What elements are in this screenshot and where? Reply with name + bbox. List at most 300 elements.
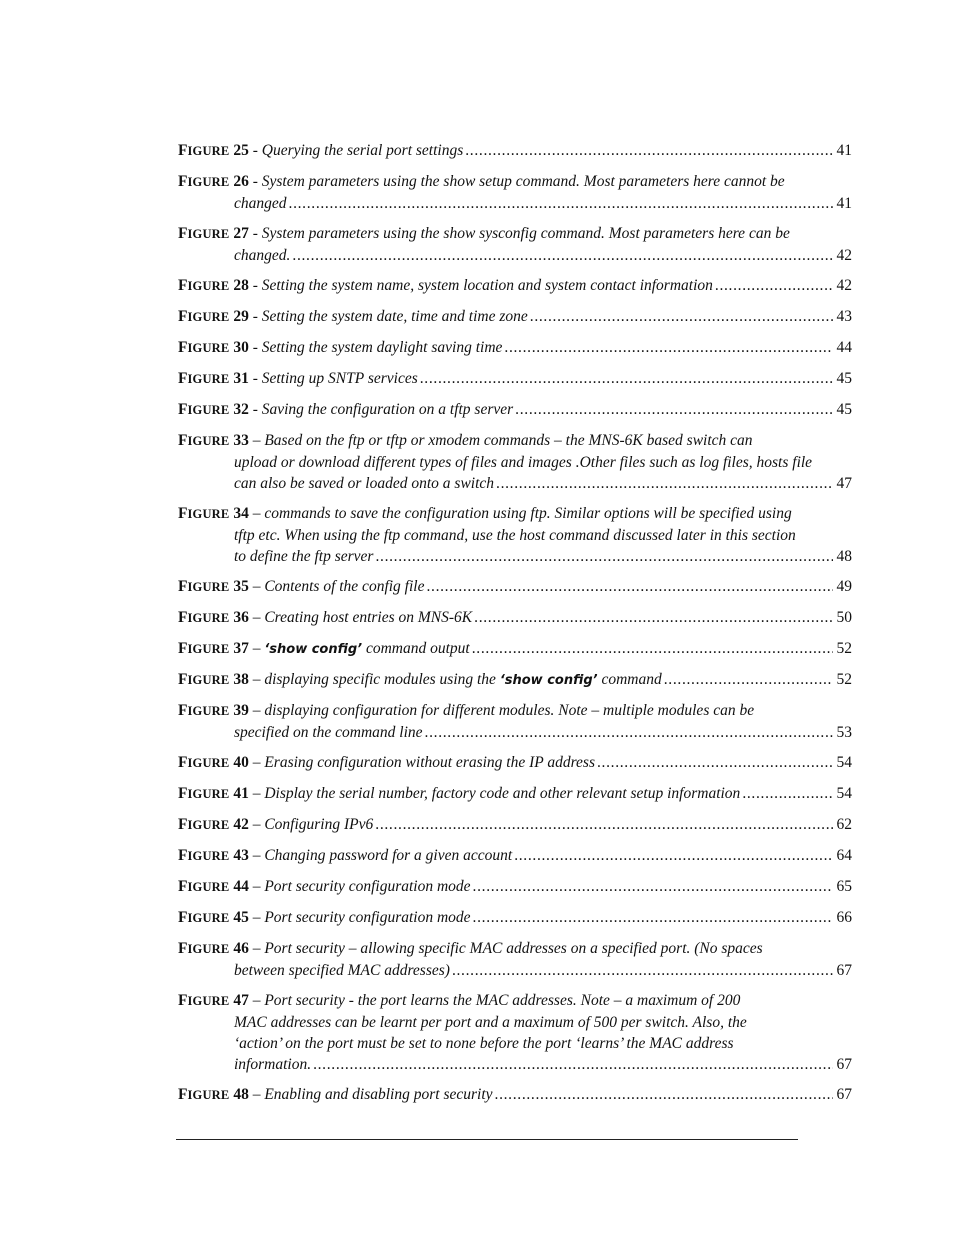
page-number: 54 [836, 754, 852, 771]
entry-text [178, 669, 662, 691]
figure-word-initial: F [178, 173, 188, 190]
figure-word-rest: IGURE [187, 818, 230, 832]
figure-word-initial: F [178, 909, 188, 926]
table-of-figures [178, 140, 852, 1115]
figure-number: 33 [233, 432, 249, 449]
figure-title-text: specified on the command line [234, 724, 423, 741]
figure-title-text: Enabling and disabling port security [264, 1086, 493, 1103]
figure-word-initial: F [178, 878, 188, 895]
figure-word-initial: F [178, 225, 188, 242]
entry-text [178, 907, 471, 929]
entry-text [234, 1014, 747, 1031]
figure-number: 47 [233, 992, 249, 1009]
figure-word-rest: IGURE [187, 1088, 230, 1102]
dot-leader [375, 814, 832, 835]
figure-word-initial: F [178, 785, 188, 802]
figure-label [178, 505, 249, 522]
toc-entry [178, 990, 852, 1075]
page-number: 48 [836, 548, 852, 565]
figure-title-text: Contents of the config file [264, 578, 425, 595]
toc-entry-line [178, 669, 852, 691]
figure-number: 44 [233, 878, 249, 895]
entry-text [234, 546, 373, 567]
figure-separator: – [248, 847, 265, 864]
toc-entry-line [178, 1084, 852, 1106]
dot-leader [474, 607, 832, 628]
figure-label [178, 432, 249, 449]
page-number: 45 [836, 401, 852, 418]
figure-label [178, 578, 249, 595]
figure-title-text: Display the serial number, factory code and other relevant setup information [264, 785, 741, 802]
dot-leader [465, 140, 832, 161]
dot-leader [515, 399, 832, 420]
entry-text [178, 783, 740, 805]
figure-separator: – [248, 671, 265, 688]
toc-entry [178, 607, 852, 629]
figure-number: 46 [233, 940, 249, 957]
entry-text [178, 399, 513, 421]
page-number: 49 [836, 578, 852, 595]
page-number: 66 [836, 909, 852, 926]
figure-number: 28 [233, 277, 249, 294]
figure-separator: - [248, 173, 262, 190]
figure-word-initial: F [178, 401, 188, 418]
figure-title-text: Configuring IPv6 [264, 816, 374, 833]
figure-label [178, 339, 249, 356]
figure-number: 43 [233, 847, 249, 864]
toc-entry-line [178, 275, 852, 297]
figure-label [178, 308, 249, 325]
figure-separator: – [248, 432, 265, 449]
figure-word-rest: IGURE [187, 507, 230, 521]
dot-leader [715, 275, 833, 296]
figure-number: 32 [233, 401, 249, 418]
figure-word-rest: IGURE [187, 994, 230, 1008]
figure-separator: – [248, 909, 265, 926]
figure-number: 48 [233, 1086, 249, 1103]
figure-separator: - [248, 370, 262, 387]
entry-text [178, 225, 790, 242]
entry-text [178, 845, 512, 867]
figure-word-initial: F [178, 609, 188, 626]
page-number: 54 [836, 785, 852, 802]
entry-text [178, 306, 528, 328]
toc-entry [178, 368, 852, 390]
page-number: 64 [836, 847, 852, 864]
figure-number: 29 [233, 308, 249, 325]
figure-label [178, 277, 249, 294]
figure-label [178, 878, 249, 895]
dot-leader [426, 576, 832, 597]
figure-word-initial: F [178, 370, 188, 387]
figure-word-initial: F [178, 432, 188, 449]
figure-title-text: between specified MAC addresses) [234, 962, 450, 979]
figure-number: 38 [233, 671, 249, 688]
figure-title-text: Port security - the port learns the MAC addresses. Note – a maximum of 200 [264, 992, 741, 1009]
figure-word-initial: F [178, 339, 188, 356]
figure-word-rest: IGURE [187, 849, 230, 863]
entry-text [234, 960, 450, 981]
toc-entry [178, 306, 852, 328]
figure-number: 39 [233, 702, 249, 719]
dot-leader [313, 1054, 832, 1075]
toc-entry-line [178, 368, 852, 390]
figure-word-rest: IGURE [187, 403, 230, 417]
page-number: 44 [836, 339, 852, 356]
page-number: 42 [836, 277, 852, 294]
figure-word-rest: IGURE [187, 611, 230, 625]
dot-leader [742, 783, 832, 804]
figure-label [178, 702, 249, 719]
entry-text [234, 193, 287, 214]
dot-leader [496, 473, 832, 494]
entry-text [178, 140, 463, 162]
figure-separator: - [248, 308, 262, 325]
toc-entry-line [178, 306, 852, 328]
toc-entry [178, 907, 852, 929]
toc-entry-line [178, 223, 852, 245]
figure-separator: – [248, 578, 265, 595]
toc-entry [178, 576, 852, 598]
figure-word-initial: F [178, 702, 188, 719]
figure-number: 45 [233, 909, 249, 926]
toc-entry-line [234, 245, 852, 266]
toc-entry-line [178, 607, 852, 629]
figure-label [178, 370, 249, 387]
entry-text [178, 275, 713, 297]
toc-entry-line [178, 752, 852, 774]
figure-title-text: command output [362, 640, 470, 657]
entry-text [178, 173, 785, 190]
toc-entry-line [178, 938, 852, 960]
toc-entry-line [178, 171, 852, 193]
dot-leader [289, 193, 833, 214]
figure-label [178, 785, 249, 802]
figure-word-rest: IGURE [187, 310, 230, 324]
toc-entry [178, 275, 852, 297]
figure-word-rest: IGURE [187, 144, 230, 158]
figure-word-initial: F [178, 754, 188, 771]
entry-text [178, 607, 472, 629]
figure-word-rest: IGURE [187, 642, 230, 656]
figure-word-rest: IGURE [187, 341, 230, 355]
entry-text [178, 576, 424, 598]
figure-title-text: Creating host entries on MNS-6K [264, 609, 473, 626]
figure-label [178, 609, 249, 626]
figure-word-initial: F [178, 940, 188, 957]
figure-word-rest: IGURE [187, 942, 230, 956]
entry-text [178, 638, 470, 660]
figure-word-rest: IGURE [187, 227, 230, 241]
figure-word-rest: IGURE [187, 911, 230, 925]
figure-title-text: tftp etc. When using the ftp command, use the host command discussed later in this section [234, 527, 796, 544]
figure-title-text: MAC addresses can be learnt per port and a maximum of 500 per switch. Also, the [234, 1014, 747, 1031]
figure-separator: – [248, 785, 265, 802]
page-number: 41 [836, 142, 852, 159]
toc-entry-line [178, 140, 852, 162]
figure-word-rest: IGURE [187, 580, 230, 594]
figure-word-rest: IGURE [187, 175, 230, 189]
entry-text [178, 505, 792, 522]
dot-leader [495, 1084, 833, 1105]
figure-label [178, 142, 249, 159]
toc-entry [178, 223, 852, 266]
figure-separator: – [248, 640, 265, 657]
toc-entry [178, 845, 852, 867]
figure-separator: – [248, 940, 265, 957]
dot-leader [375, 546, 832, 567]
figure-number: 42 [233, 816, 249, 833]
figure-title-text: Setting up SNTP services [261, 370, 418, 387]
figure-label [178, 1086, 249, 1103]
figure-number: 27 [233, 225, 249, 242]
figure-word-rest: IGURE [187, 880, 230, 894]
figure-word-initial: F [178, 505, 188, 522]
figure-word-initial: F [178, 640, 188, 657]
figure-title-text: System parameters using the show sysconfig command. Most parameters here can be [261, 225, 790, 242]
entry-text [178, 702, 754, 719]
figure-number: 31 [233, 370, 249, 387]
figure-label [178, 940, 249, 957]
figure-title-text: displaying specific modules using the [264, 671, 500, 688]
figure-title-emphasis [264, 640, 362, 657]
page-number: 42 [836, 247, 852, 264]
figure-title-text: Setting the system name, system location and system contact information [261, 277, 713, 294]
figure-label [178, 909, 249, 926]
figure-word-initial: F [178, 578, 188, 595]
toc-entry-line [178, 430, 852, 452]
toc-entry-line [234, 1054, 852, 1075]
dot-leader [664, 669, 833, 690]
figure-word-rest: IGURE [187, 372, 230, 386]
figure-word-rest: IGURE [187, 756, 230, 770]
figure-separator: – [248, 754, 265, 771]
entry-text [234, 1035, 734, 1052]
dot-leader [473, 876, 833, 897]
page-number: 67 [836, 1086, 852, 1103]
figure-label [178, 225, 249, 242]
toc-entry [178, 430, 852, 494]
figure-title-text: Port security – allowing specific MAC addresses on a specified port. (No spaces [264, 940, 763, 957]
toc-entry [178, 938, 852, 981]
figure-word-initial: F [178, 308, 188, 325]
figure-title-text: can also be saved or loaded onto a switch [234, 475, 495, 492]
figure-separator: – [248, 992, 265, 1009]
figure-title-text: changed. [234, 247, 291, 264]
page-number: 67 [836, 962, 852, 979]
figure-title-text: Port security configuration mode [264, 909, 471, 926]
figure-separator: - [248, 339, 262, 356]
dot-leader [504, 337, 832, 358]
entry-text [178, 432, 753, 449]
dot-leader [473, 907, 833, 928]
toc-entry-line [234, 722, 852, 743]
command-name: ‘show config’ [499, 673, 598, 688]
figure-separator: – [248, 816, 265, 833]
figure-title-text: Port security configuration mode [264, 878, 471, 895]
page-number: 45 [836, 370, 852, 387]
toc-entry [178, 140, 852, 162]
toc-entry [178, 1084, 852, 1106]
figure-title-text: Changing password for a given account [264, 847, 513, 864]
dot-leader [530, 306, 833, 327]
toc-entry [178, 783, 852, 805]
page-number: 47 [836, 475, 852, 492]
figure-number: 30 [233, 339, 249, 356]
figure-label [178, 754, 249, 771]
toc-entry [178, 814, 852, 836]
figure-number: 26 [233, 173, 249, 190]
figure-word-initial: F [178, 142, 188, 159]
toc-entry-line [234, 473, 852, 494]
figure-title-text: to define the ftp server [234, 548, 374, 565]
figure-label [178, 816, 249, 833]
figure-word-rest: IGURE [187, 787, 230, 801]
page-number: 62 [836, 816, 852, 833]
toc-entry [178, 337, 852, 359]
dot-leader [420, 368, 833, 389]
figure-title-text: command [597, 671, 662, 688]
entry-text [178, 814, 373, 836]
page-number: 65 [836, 878, 852, 895]
entry-text [178, 992, 740, 1009]
figure-label [178, 671, 249, 688]
toc-entry-line [178, 907, 852, 929]
toc-entry-line [178, 783, 852, 805]
figure-title-text: Setting the system date, time and time zone [261, 308, 528, 325]
figure-title-text: information. [234, 1056, 312, 1073]
figure-separator: - [248, 401, 262, 418]
figure-word-rest: IGURE [187, 434, 230, 448]
toc-entry-line [178, 876, 852, 898]
toc-entry-line [234, 546, 852, 567]
entry-text [178, 368, 418, 390]
figure-word-initial: F [178, 671, 188, 688]
figure-title-text: Based on the ftp or tftp or xmodem commands – the MNS-6K based switch can [264, 432, 753, 449]
figure-separator: - [248, 225, 262, 242]
figure-separator: - [248, 277, 262, 294]
toc-entry-line [178, 576, 852, 598]
toc-entry-line [178, 638, 852, 660]
dot-leader [514, 845, 832, 866]
entry-text [178, 1084, 493, 1106]
page-number: 41 [836, 195, 852, 212]
figure-word-initial: F [178, 816, 188, 833]
figure-title-text: changed [234, 195, 287, 212]
figure-title-text: upload or download different types of files and images .Other files such as log files, hosts file [234, 454, 813, 471]
page-number: 43 [836, 308, 852, 325]
figure-label [178, 401, 249, 418]
toc-entry [178, 503, 852, 567]
page-number: 52 [836, 640, 852, 657]
toc-entry-line [178, 990, 852, 1012]
figure-title-text: ‘action’ on the port must be set to none before the port ‘learns’ the MAC address [234, 1035, 734, 1052]
figure-label [178, 847, 249, 864]
figure-title-text: Setting the system daylight saving time [261, 339, 503, 356]
figure-separator: – [248, 878, 265, 895]
figure-title-text: Querying the serial port settings [261, 142, 464, 159]
figure-word-rest: IGURE [187, 673, 230, 687]
toc-entry-line [234, 1033, 852, 1054]
toc-entry [178, 876, 852, 898]
toc-entry-line [178, 814, 852, 836]
figure-number: 34 [233, 505, 249, 522]
footer-divider [176, 1139, 798, 1140]
command-name: ‘show config’ [264, 642, 363, 657]
dot-leader [472, 638, 833, 659]
toc-entry [178, 171, 852, 214]
toc-entry-line [178, 503, 852, 525]
figure-number: 25 [233, 142, 249, 159]
toc-entry [178, 752, 852, 774]
figure-label [178, 992, 249, 1009]
figure-word-initial: F [178, 992, 188, 1009]
dot-leader [452, 960, 833, 981]
figure-title-emphasis [500, 671, 598, 688]
entry-text [234, 473, 494, 494]
entry-text [234, 527, 796, 544]
page-number: 53 [836, 724, 852, 741]
toc-entry-line [234, 452, 852, 473]
page-number: 52 [836, 671, 852, 688]
toc-entry-line [178, 845, 852, 867]
toc-entry [178, 669, 852, 691]
entry-text [178, 940, 763, 957]
toc-entry-line [178, 399, 852, 421]
figure-label [178, 173, 249, 190]
dot-leader [292, 245, 832, 266]
entry-text [178, 752, 595, 774]
toc-entry [178, 638, 852, 660]
figure-number: 35 [233, 578, 249, 595]
toc-entry-line [178, 337, 852, 359]
toc-entry-line [234, 960, 852, 981]
figure-title-text: displaying configuration for different modules. Note – multiple modules can be [264, 702, 755, 719]
figure-separator: - [248, 142, 262, 159]
dot-leader [597, 752, 833, 773]
figure-number: 40 [233, 754, 249, 771]
figure-separator: – [248, 1086, 265, 1103]
entry-text [234, 722, 423, 743]
entry-text [234, 245, 290, 266]
dot-leader [425, 722, 833, 743]
figure-title-text: Erasing configuration without erasing the IP address [264, 754, 595, 771]
page-number: 67 [836, 1056, 852, 1073]
figure-label [178, 640, 249, 657]
entry-text [234, 1054, 311, 1075]
toc-entry-line [234, 193, 852, 214]
figure-number: 41 [233, 785, 249, 802]
figure-separator: – [248, 609, 265, 626]
figure-number: 37 [233, 640, 249, 657]
entry-text [234, 454, 812, 471]
figure-word-initial: F [178, 847, 188, 864]
figure-number: 36 [233, 609, 249, 626]
figure-word-initial: F [178, 277, 188, 294]
figure-word-rest: IGURE [187, 704, 230, 718]
toc-entry-line [234, 525, 852, 546]
toc-entry-line [178, 700, 852, 722]
toc-entry [178, 399, 852, 421]
entry-text [178, 876, 471, 898]
figure-word-rest: IGURE [187, 279, 230, 293]
figure-word-initial: F [178, 1086, 188, 1103]
toc-entry [178, 700, 852, 743]
page-number: 50 [836, 609, 852, 626]
entry-text [178, 337, 502, 359]
figure-title-text: Saving the configuration on a tftp server [261, 401, 514, 418]
figure-title-text: System parameters using the show setup command. Most parameters here cannot be [261, 173, 785, 190]
